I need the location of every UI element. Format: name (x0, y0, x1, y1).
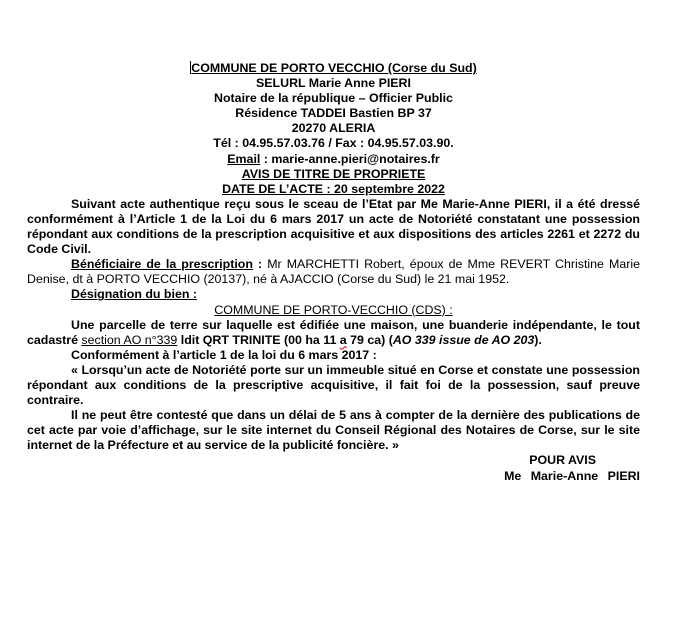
notary-address-1: Résidence TADDEI Bastien BP 37 (235, 106, 432, 121)
act-date: DATE DE L’ACTE : 20 septembre 2022 (222, 181, 445, 196)
pour-avis: POUR AVIS (529, 453, 596, 468)
designation-label: Désignation du bien : (71, 287, 197, 302)
notary-firm: SELURL Marie Anne PIERI (256, 76, 411, 91)
parcel-a: a (339, 332, 347, 347)
notice-document (27, 61, 640, 484)
commune-title: COMMUNE DE PORTO VECCHIO (Corse du Sud) (191, 61, 477, 75)
beneficiary-text: Mr MARCHETTI Robert, époux de Mme REVERT Christine Marie Denise, dt à PORTO VECCHIO (20137), né à AJACCIO (Corse du Sud) le 21 mai 1952. (27, 257, 640, 287)
parcel-text-3: 79 ca) ( (346, 332, 393, 347)
parcel-section: section AO n°339 (81, 332, 178, 347)
notary-email (27, 152, 640, 167)
commune-subtitle-line (27, 303, 640, 318)
parcel-text-4: ). (534, 332, 542, 347)
notary-address-2: 20270 ALERIA (291, 121, 376, 136)
email-label: Email (227, 151, 261, 166)
quote-paragraph: « Lorsqu’un acte de Notoriété porte sur un immeuble situé en Corse et constate une possession répondant aux conditions de la prescriptive acquisitive, il fait foi de la possession, sauf preuve contraire. (27, 362, 640, 408)
beneficiary-sep: : (252, 257, 263, 272)
parcel-text-1: Une parcelle de terre sur laquelle est édifiée une maison, une buanderie indépendante, le tout cadastré (27, 317, 640, 347)
notice-title: AVIS DE TITRE DE PROPRIETE (241, 166, 426, 181)
conform-line: Conformément à l’article 1 de la loi du 6 mars 2017 : (71, 347, 377, 362)
designation-paragraph (27, 287, 640, 302)
parcel-italic: AO 339 issue de AO 203 (392, 332, 535, 347)
header-commune (27, 61, 640, 76)
notary-phone: Tél : 04.95.57.03.76 / Fax : 04.95.57.03.90. (213, 136, 454, 151)
notary-role: Notaire de la république – Officier Public (214, 91, 453, 106)
parcel-text-2: ldit QRT TRINITE (00 ha 11 (177, 332, 340, 347)
beneficiary-label: Bénéficiaire de la prescription (71, 257, 253, 272)
signature: Me Marie-Anne PIERI (504, 468, 640, 483)
parcel-paragraph (27, 318, 640, 348)
email-value[interactable]: : marie-anne.pieri@notaires.fr (260, 151, 440, 166)
contest-paragraph: Il ne peut être contesté que dans un délai de 5 ans à compter de la dernière des publications de cet acte par voie d’affichage, sur le site internet du Conseil Régional des Notaires de Corse, sur le site internet de la Préfecture et au service de la publicité foncière. » (27, 408, 640, 453)
intro-paragraph: Suivant acte authentique reçu sous le sceau de l’Etat par Me Marie-Anne PIERI, il a été dressé conformément à l’Article 1 de la Loi du 6 mars 2017 un acte de Notoriété constatant une possession répondant aux conditions de la prescription acquisitive et aux dispositions des articles 2261 et 2272 du Code Civil. (27, 196, 640, 257)
beneficiary-paragraph (27, 257, 640, 287)
commune-subtitle: COMMUNE DE PORTO-VECCHIO (CDS) : (214, 302, 453, 317)
